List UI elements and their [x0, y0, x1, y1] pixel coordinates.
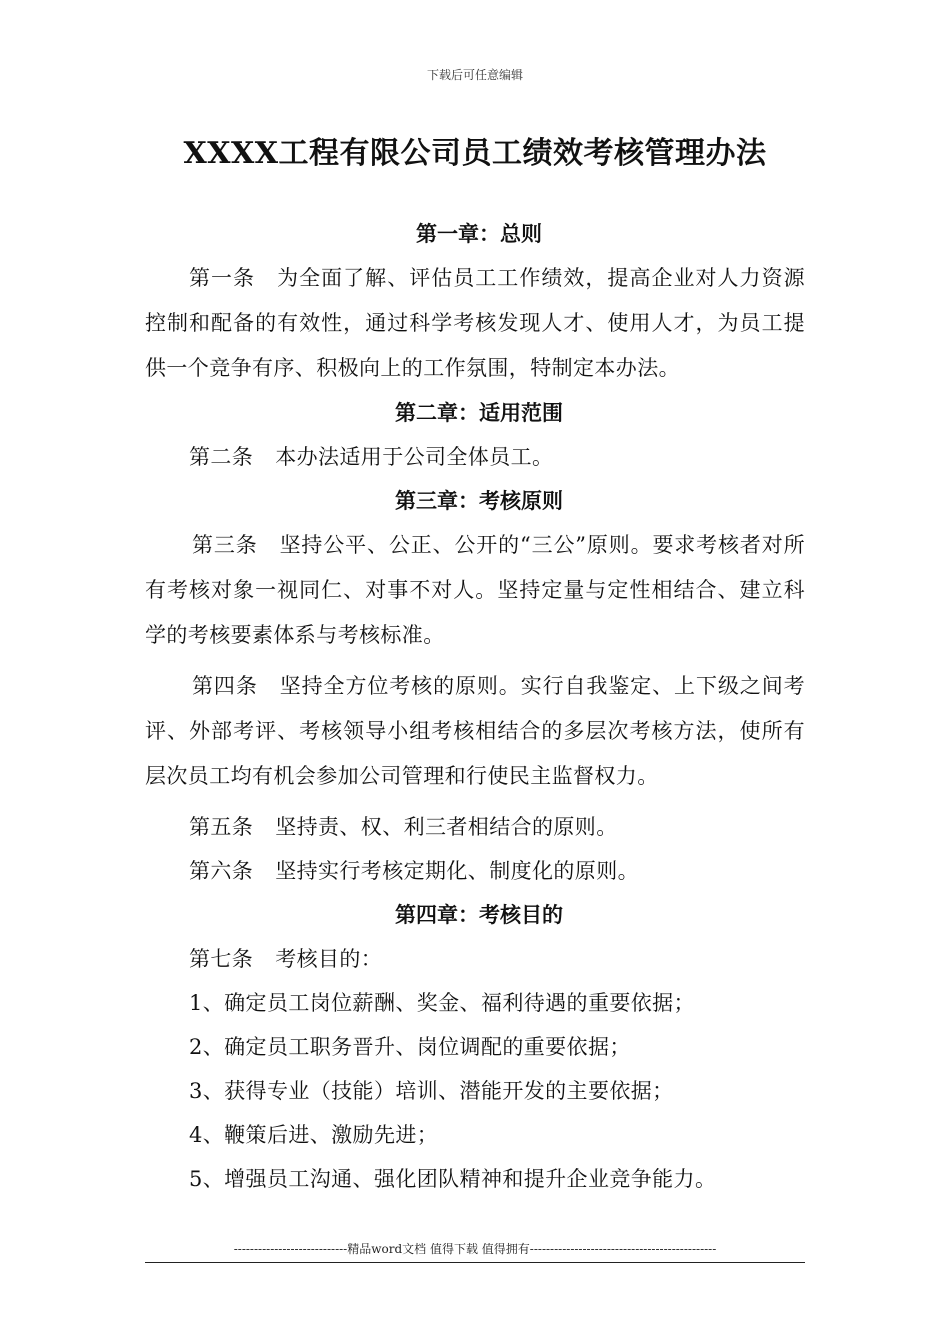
footer-note: ----------------------------精品word文档 值得下载 值得拥有---------------------------------------------- [233, 1242, 717, 1256]
document-body [145, 212, 805, 1201]
article-text: 坚持全方位考核的原则。实行自我鉴定、上下级之间考评、外部考评、考核领导小组考核相结合的多层次考核方法，使所有层次员工均有机会参加公司管理和行使民主监督权力。 [145, 674, 805, 788]
purpose-item: 1、确定员工岗位薪酬、奖金、福利待遇的重要依据； [189, 991, 695, 1015]
footer-divider [145, 1262, 805, 1263]
document-title: XXXX工程有限公司员工绩效考核管理办法 [183, 136, 767, 171]
purpose-item: 4、鞭策后进、激励先进； [189, 1123, 439, 1147]
header-note: 下载后可任意编辑 [426, 68, 523, 82]
article-text: 坚持公平、公正、公开的“三公”原则。要求考核者对所有考核对象一视同仁、对事不对人。坚持定量与定性相结合、建立科学的考核要素体系与考核标准。 [145, 533, 805, 647]
article-text: 考核目的： [275, 947, 383, 971]
article-text: 坚持责、权、利三者相结合的原则。 [275, 815, 618, 839]
article-label: 第五条 [189, 815, 254, 839]
article-label: 第三条 [192, 533, 258, 557]
purpose-item: 5、增强员工沟通、强化团队精神和提升企业竞争能力。 [189, 1167, 717, 1191]
article-paragraph [145, 664, 805, 799]
article-paragraph [145, 805, 805, 849]
chapter-heading: 第四章：考核目的 [395, 902, 563, 927]
article-label: 第一条 [189, 266, 256, 290]
article-label: 第四条 [192, 674, 258, 698]
article-text: 坚持实行考核定期化、制度化的原则。 [275, 859, 640, 883]
article-label: 第二条 [189, 445, 254, 469]
chapter-heading: 第一章：总则 [416, 221, 542, 246]
article-text: 本办法适用于公司全体员工。 [275, 445, 554, 469]
article-paragraph [145, 849, 805, 893]
article-label: 第七条 [189, 947, 254, 971]
chapter-heading: 第二章：适用范围 [395, 400, 563, 425]
chapter-heading: 第三章：考核原则 [395, 488, 563, 513]
purpose-item: 3、获得专业（技能）培训、潜能开发的主要依据； [189, 1079, 674, 1103]
article-paragraph [145, 523, 805, 658]
article-text: 为全面了解、评估员工工作绩效，提高企业对人力资源控制和配备的有效性，通过科学考核发现人才、使用人才，为员工提供一个竞争有序、积极向上的工作氛围，特制定本办法。 [145, 266, 805, 380]
article-paragraph [145, 937, 805, 981]
article-label: 第六条 [189, 859, 254, 883]
article-paragraph [145, 435, 805, 479]
purpose-item: 2、确定员工职务晋升、岗位调配的重要依据； [189, 1035, 631, 1059]
article-paragraph [145, 256, 805, 391]
